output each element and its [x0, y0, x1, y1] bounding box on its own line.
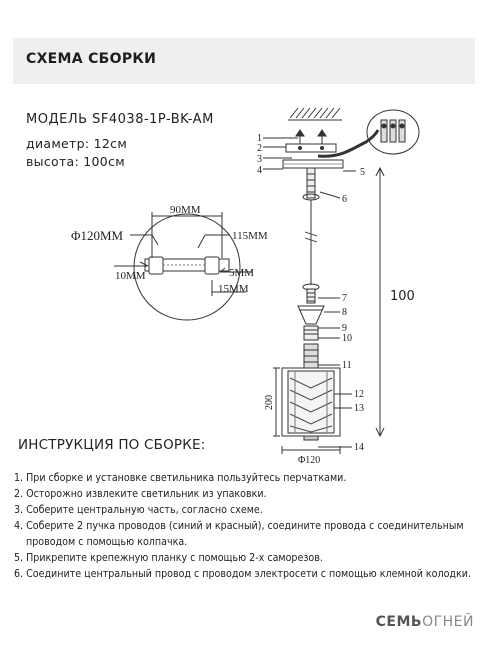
callout-9: 9: [342, 323, 347, 334]
instruction-steps: [14, 470, 484, 582]
callout-11: 11: [342, 360, 352, 371]
callout-1: 1: [257, 133, 262, 144]
callout-6: 6: [342, 194, 347, 205]
canopy-width-label: 90MM: [170, 204, 201, 216]
shade-height-label: 200: [264, 395, 275, 410]
terminal-block-icon: [367, 110, 419, 154]
brand-logo: [376, 614, 474, 630]
instruction-step-3: 3. Соберите центральную часть, согласно схеме.: [14, 504, 263, 516]
callout-5: 5: [360, 167, 365, 178]
callout-2: 2: [257, 143, 262, 154]
shade-diameter-label: Φ120: [298, 455, 321, 466]
right-gap-label: 5MM: [229, 267, 255, 279]
callout-3: 3: [257, 154, 262, 165]
callout-13: 13: [354, 403, 364, 414]
instruction-step-4: 4. Соберите 2 пучка проводов (синий и красный), соедините провода с соединительным: [14, 520, 464, 532]
canopy-diameter-label: Φ120MM: [71, 228, 124, 243]
model-name: МОДЕЛЬ SF4038-1P-BK-AM: [26, 112, 214, 127]
callout-7: 7: [342, 293, 347, 304]
brand-bold: СЕМЬ: [375, 614, 423, 630]
left-gap-label: 10MM: [115, 270, 146, 282]
callout-12: 12: [354, 389, 364, 400]
bottom-gap-label: 15MM: [218, 283, 249, 295]
pendant-drawing: [263, 108, 419, 454]
instruction-step-5: 5. Прикрепите крепежную планку с помощью 2-х саморезов.: [14, 552, 323, 564]
callout-4: 4: [257, 165, 262, 176]
ceiling-hatch-icon: [288, 108, 342, 120]
instruction-step-6: 6. Соедините центральный провод с проводом электросети с помощью клемной колодки.: [14, 568, 471, 580]
page-title: СХЕМА СБОРКИ: [26, 51, 157, 67]
callout-10: 10: [342, 333, 352, 344]
instruction-step-2: 2. Осторожно извлеките светильник из упаковки.: [14, 488, 267, 500]
height-spec: высота: 100см: [26, 154, 125, 169]
total-height-label: 100: [390, 289, 415, 304]
instructions-title: ИНСТРУКЦИЯ ПО СБОРКЕ:: [18, 437, 206, 453]
callout-8: 8: [342, 307, 347, 318]
instruction-step-1: 1. При сборке и установке светильника пользуйтесь перчатками.: [14, 472, 347, 484]
canopy-depth-label: 115MM: [232, 230, 268, 242]
callout-14: 14: [354, 442, 364, 453]
brand-regular: ОГНЕЙ: [422, 614, 474, 630]
instruction-step-4-cont: проводом с помощью колпачка.: [26, 536, 188, 548]
canopy-diagram: [114, 212, 255, 320]
diameter-spec: диаметр: 12см: [26, 136, 128, 151]
